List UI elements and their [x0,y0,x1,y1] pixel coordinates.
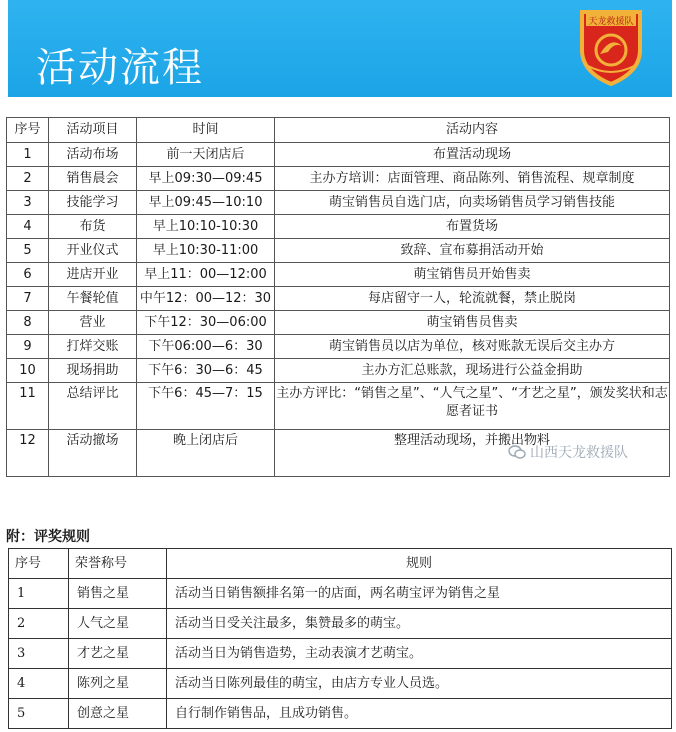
cell-seq: 8 [7,311,49,335]
table-row [7,383,670,430]
cell-time: 中午12：00—12：30 [137,287,275,311]
flow-header-row [7,118,670,143]
award-rules-table [8,548,672,729]
cell-content: 萌宝销售员以店为单位，核对账款无误后交主办方 [275,335,670,359]
watermark-text: 山西天龙救援队 [530,445,628,461]
cell-rule: 自行制作销售品，且成功销售。 [167,699,672,729]
cell-time: 早上10:10-10:30 [137,215,275,239]
cell-honor: 创意之星 [69,699,167,729]
cell-seq: 10 [7,359,49,383]
cell-item: 打烊交账 [49,335,137,359]
cell-item: 活动布场 [49,143,137,167]
cell-seq: 4 [9,669,69,699]
table-row [7,191,670,215]
cell-honor: 陈列之星 [69,669,167,699]
rescue-team-badge-icon [578,6,644,86]
cell-seq: 9 [7,335,49,359]
cell-rule: 活动当日陈列最佳的萌宝，由店方专业人员选。 [167,669,672,699]
cell-time: 前一天闭店后 [137,143,275,167]
cell-seq: 5 [9,699,69,729]
table-row [9,699,672,729]
wechat-icon [508,445,526,459]
cell-seq: 1 [9,579,69,609]
table-row [9,579,672,609]
table-row [7,263,670,287]
appendix-title: 附：评奖规则 [6,529,90,545]
cell-rule: 活动当日销售额排名第一的店面，两名萌宝评为销售之星 [167,579,672,609]
cell-honor: 人气之星 [69,609,167,639]
cell-rule: 活动当日为销售造势，主动表演才艺萌宝。 [167,639,672,669]
table-row [7,215,670,239]
cell-time: 早上09:45—10:10 [137,191,275,215]
cell-time: 晚上闭店后 [137,430,275,477]
cell-content: 萌宝销售员开始售卖 [275,263,670,287]
cell-item: 销售晨会 [49,167,137,191]
table-row [7,143,670,167]
watermark [508,442,628,462]
col-header-seq: 序号 [9,549,69,579]
cell-item: 午餐轮值 [49,287,137,311]
table-row [7,239,670,263]
col-header-rule: 规则 [167,549,672,579]
col-header-seq: 序号 [7,118,49,143]
cell-content: 整理活动现场，并搬出物料 [275,430,670,477]
table-row [9,639,672,669]
cell-time: 早上11：00—12:00 [137,263,275,287]
cell-item: 技能学习 [49,191,137,215]
col-header-item: 活动项目 [49,118,137,143]
cell-seq: 12 [7,430,49,477]
cell-item: 开业仪式 [49,239,137,263]
cell-seq: 5 [7,239,49,263]
cell-content: 致辞、宣布募捐活动开始 [275,239,670,263]
cell-rule: 活动当日受关注最多，集赞最多的萌宝。 [167,609,672,639]
table-row [7,167,670,191]
header-banner [8,0,672,97]
cell-seq: 1 [7,143,49,167]
cell-content: 主办方培训：店面管理、商品陈列、销售流程、规章制度 [275,167,670,191]
cell-content: 主办方评比：“销售之星”、“人气之星”、“才艺之星”，颁发奖状和志愿者证书 [275,383,670,430]
badge-text: 天龙救援队 [588,17,634,27]
cell-content: 萌宝销售员自选门店，向卖场销售员学习销售技能 [275,191,670,215]
col-header-content: 活动内容 [275,118,670,143]
cell-content: 布置活动现场 [275,143,670,167]
table-row [7,311,670,335]
cell-seq: 3 [9,639,69,669]
cell-item: 活动撤场 [49,430,137,477]
cell-time: 下午06:00—6：30 [137,335,275,359]
cell-seq: 3 [7,191,49,215]
cell-seq: 6 [7,263,49,287]
cell-honor: 销售之星 [69,579,167,609]
cell-item: 营业 [49,311,137,335]
cell-time: 早上10:30-11:00 [137,239,275,263]
table-row [7,359,670,383]
cell-content: 布置货场 [275,215,670,239]
table-row [9,609,672,639]
cell-seq: 11 [7,383,49,430]
table-row [7,287,670,311]
cell-item: 总结评比 [49,383,137,430]
activity-flow-table [6,117,670,477]
cell-time: 早上09:30—09:45 [137,167,275,191]
cell-honor: 才艺之星 [69,639,167,669]
cell-content: 每店留守一人，轮流就餐，禁止脱岗 [275,287,670,311]
rules-header-row [9,549,672,579]
table-row [9,669,672,699]
cell-item: 布货 [49,215,137,239]
cell-time: 下午6：30—6：45 [137,359,275,383]
col-header-time: 时间 [137,118,275,143]
cell-item: 现场捐助 [49,359,137,383]
cell-seq: 7 [7,287,49,311]
col-header-honor: 荣誉称号 [69,549,167,579]
cell-seq: 2 [7,167,49,191]
cell-time: 下午6：45—7：15 [137,383,275,430]
cell-seq: 4 [7,215,49,239]
cell-content: 萌宝销售员售卖 [275,311,670,335]
cell-seq: 2 [9,609,69,639]
cell-content: 主办方汇总账款，现场进行公益金捐助 [275,359,670,383]
cell-time: 下午12：30—06:00 [137,311,275,335]
cell-item: 进店开业 [49,263,137,287]
table-row [7,335,670,359]
page-title: 活动流程 [36,45,204,91]
